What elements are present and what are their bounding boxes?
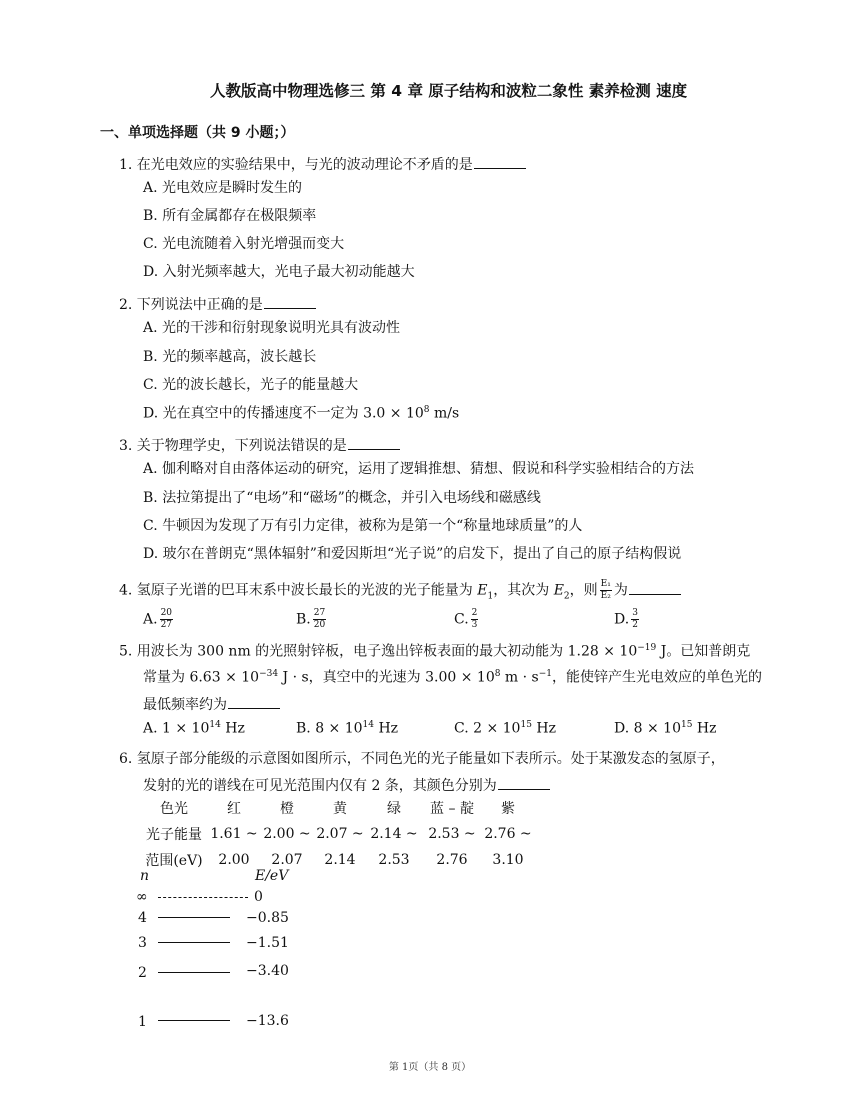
option-fraction — [160, 609, 173, 630]
question-4-text: 4. 氢原子光谱的巴耳末系中波长最长的光波的光子能量为 — [119, 582, 478, 599]
table-cell: 2.76 ~ — [484, 826, 532, 842]
exponent: 15 — [680, 720, 693, 730]
n-axis-label: n — [140, 868, 150, 884]
question-2-text: 2. 下列说法中正确的是 — [119, 297, 263, 313]
question-5-option-b — [296, 721, 398, 736]
question-1-option-b: B. 所有金属都存在极限频率 — [143, 208, 317, 224]
answer-blank — [348, 437, 400, 450]
table-cell: 色光 — [160, 801, 188, 817]
level-energy-value: −0.85 — [246, 910, 289, 926]
unit: Hz — [531, 720, 556, 737]
question-5-line-2 — [143, 670, 762, 685]
option-letter: B. — [296, 611, 311, 628]
fraction-denominator: 3 — [471, 620, 478, 630]
table-cell: 2.07 ~ — [316, 826, 364, 842]
question-6-text: 发射的光的谱线在可见光范围内仅有 2 条，其颜色分别为 — [143, 778, 497, 794]
level-n-label: 4 — [138, 910, 147, 926]
fraction-denominator: 2 — [632, 620, 638, 630]
unit: Hz — [374, 720, 399, 737]
energy-axis-text: E/eV — [255, 868, 289, 884]
option-fraction — [471, 609, 479, 630]
table-cell: 2.76 — [436, 852, 468, 868]
question-3-stem — [119, 437, 400, 453]
question-5-option-c — [454, 721, 556, 736]
answer-blank — [264, 296, 316, 309]
symbol-e1: E — [477, 582, 488, 599]
table-cell: 红 — [227, 801, 241, 817]
table-cell: 3.10 — [492, 852, 524, 868]
unit: Hz — [220, 720, 245, 737]
fraction-denominator: 20 — [313, 620, 326, 630]
question-4-option-b — [296, 609, 328, 630]
question-3-option-a: A. 伽利略对自由落体运动的研究，运用了逻辑推想、猜想、假说和科学实验相结合的方法 — [143, 461, 695, 477]
table-cell: 2.14 — [324, 852, 356, 868]
level-line-1 — [158, 1020, 230, 1021]
level-line-4 — [158, 917, 230, 918]
question-2-stem — [119, 296, 316, 312]
table-cell: 2.53 — [378, 852, 410, 868]
table-cell: 1.61 ~ — [210, 826, 258, 842]
question-5-option-a — [143, 721, 245, 736]
table-header-row — [138, 795, 536, 821]
question-3-option-c: C. 牛顿因为发现了万有引力定律，被称为是第一个“称量地球质量”的人 — [143, 518, 583, 534]
table-cell: 绿 — [387, 801, 401, 817]
exponent: 8 — [494, 669, 501, 679]
table-row — [138, 821, 536, 847]
question-4-stem — [119, 580, 681, 601]
question-5-text-post: ，能使锌产生光电效应的单色光的 — [552, 669, 763, 686]
option-letter: D. — [614, 611, 630, 628]
question-4-text-tail: 为 — [613, 582, 628, 599]
unit: m/s — [429, 405, 460, 422]
fraction-denominator: E₂ — [600, 591, 611, 601]
option-fraction — [631, 609, 639, 630]
question-4-option-a — [143, 609, 175, 630]
question-5-text: 常量为 6.63 × 10 — [143, 669, 260, 686]
exponent: 14 — [209, 720, 221, 730]
question-2-option-a: A. 光的干涉和衍射现象说明光具有波动性 — [143, 320, 401, 336]
table-row — [138, 847, 536, 873]
question-2-option-c: C. 光的波长越长，光子的能量越大 — [143, 377, 359, 393]
fraction-numerator: 20 — [160, 608, 173, 618]
option-text: D. 光在真空中的传播速度不一定为 3.0 × 10 — [143, 405, 424, 422]
section-heading: 一、单项选择题（共 9 小题；） — [100, 125, 295, 141]
level-energy-value: −3.40 — [246, 963, 289, 979]
answer-blank — [474, 156, 526, 169]
table-cell: 橙 — [280, 801, 294, 817]
fraction-denominator: 27 — [160, 620, 173, 630]
unit: Hz — [692, 720, 717, 737]
level-n-label: 3 — [138, 935, 147, 951]
table-cell: 蓝 – 靛 — [430, 801, 474, 817]
table-cell: 紫 — [501, 801, 515, 817]
exponent: 8 — [423, 405, 430, 415]
exponent: −19 — [637, 643, 657, 653]
question-5-text-post: J。已知普朗克 — [656, 643, 751, 660]
photon-energy-table — [138, 795, 536, 873]
subscript: 2 — [563, 591, 570, 602]
level-n-label: 2 — [138, 965, 147, 981]
question-1-option-a: A. 光电效应是瞬时发生的 — [143, 180, 303, 196]
level-energy-value: 0 — [254, 889, 263, 905]
exponent: 14 — [362, 720, 374, 730]
level-n-label: ∞ — [136, 889, 148, 905]
table-cell: 2.53 ~ — [428, 826, 476, 842]
question-5-text: 5. 用波长为 300 nm 的光照射锌板，电子逸出锌板表面的最大初动能为 1.28 × 10 — [119, 643, 638, 660]
option-letter: C. — [454, 611, 469, 628]
option-text: B. 8 × 10 — [296, 720, 363, 737]
exponent: 15 — [520, 720, 532, 730]
fraction-numerator: 27 — [313, 608, 326, 618]
question-1-stem — [119, 156, 526, 172]
answer-blank — [228, 696, 280, 709]
table-cell: 2.14 ~ — [370, 826, 418, 842]
level-line-infinity — [158, 897, 248, 898]
question-6-line-1: 6. 氢原子部分能级的示意图如图所示，不同色光的光子能量如下表所示。处于某激发态的氢原子， — [119, 751, 725, 767]
exponent: −34 — [259, 669, 279, 679]
question-1-option-d: D. 入射光频率越大，光电子最大初动能越大 — [143, 264, 415, 280]
question-5-text: 最低频率约为 — [143, 697, 227, 713]
question-4-text-mid: ，其次为 — [493, 582, 554, 599]
table-cell: 范围(eV) — [145, 853, 203, 869]
level-line-3 — [158, 942, 230, 943]
ratio-fraction — [600, 580, 612, 601]
subscript: 1 — [487, 591, 494, 602]
question-4-option-c — [454, 609, 480, 630]
fraction-numerator: 3 — [632, 608, 638, 618]
question-5-line-3 — [143, 696, 280, 712]
question-3-option-b: B. 法拉第提出了“电场”和“磁场”的概念，并引入电场线和磁感线 — [143, 490, 541, 506]
level-energy-value: −13.6 — [246, 1013, 289, 1029]
page-footer: 第 1页（共 8 页） — [388, 1062, 472, 1073]
level-line-2 — [158, 972, 230, 973]
option-fraction — [313, 609, 326, 630]
symbol-e2: E — [553, 582, 564, 599]
page-title: 人教版高中物理选修三 第 4 章 原子结构和波粒二象性 素养检测 速度 — [210, 82, 688, 100]
option-text: A. 1 × 10 — [143, 720, 210, 737]
question-5-text-mid2: m · s — [500, 669, 539, 686]
option-letter: A. — [143, 611, 158, 628]
question-3-option-d: D. 玻尔在普朗克“黑体辐射”和爱因斯坦“光子说”的启发下，提出了自己的原子结构假说 — [143, 546, 682, 562]
question-2-option-b: B. 光的频率越高，波长越长 — [143, 349, 317, 365]
option-text: C. 2 × 10 — [454, 720, 521, 737]
question-1-text: 1. 在光电效应的实验结果中，与光的波动理论不矛盾的是 — [119, 157, 473, 173]
question-3-text: 3. 关于物理学史，下列说法错误的是 — [119, 438, 347, 454]
question-4-option-d — [614, 609, 641, 630]
question-4-text-post: ，则 — [569, 582, 598, 599]
question-5-option-d — [614, 721, 716, 736]
exponent: −1 — [538, 669, 553, 679]
table-cell: 2.00 ~ — [263, 826, 311, 842]
answer-blank — [629, 582, 681, 595]
table-cell: 光子能量 — [146, 827, 202, 843]
table-cell: 2.07 — [271, 852, 303, 868]
table-cell: 2.00 — [218, 852, 250, 868]
answer-blank — [498, 777, 550, 790]
fraction-numerator: E₁ — [600, 579, 611, 589]
question-5-line-1 — [119, 644, 750, 659]
table-cell: 黄 — [333, 801, 347, 817]
level-energy-value: −1.51 — [246, 935, 289, 951]
option-text: D. 8 × 10 — [614, 720, 681, 737]
question-1-option-c: C. 光电流随着入射光增强而变大 — [143, 236, 345, 252]
level-n-label: 1 — [138, 1014, 147, 1030]
question-6-line-2 — [143, 777, 550, 793]
fraction-numerator: 2 — [471, 608, 478, 618]
question-2-option-d — [143, 406, 459, 421]
question-5-text-mid: J · s，真空中的光速为 3.00 × 10 — [278, 669, 495, 686]
energy-axis-label — [255, 869, 288, 883]
